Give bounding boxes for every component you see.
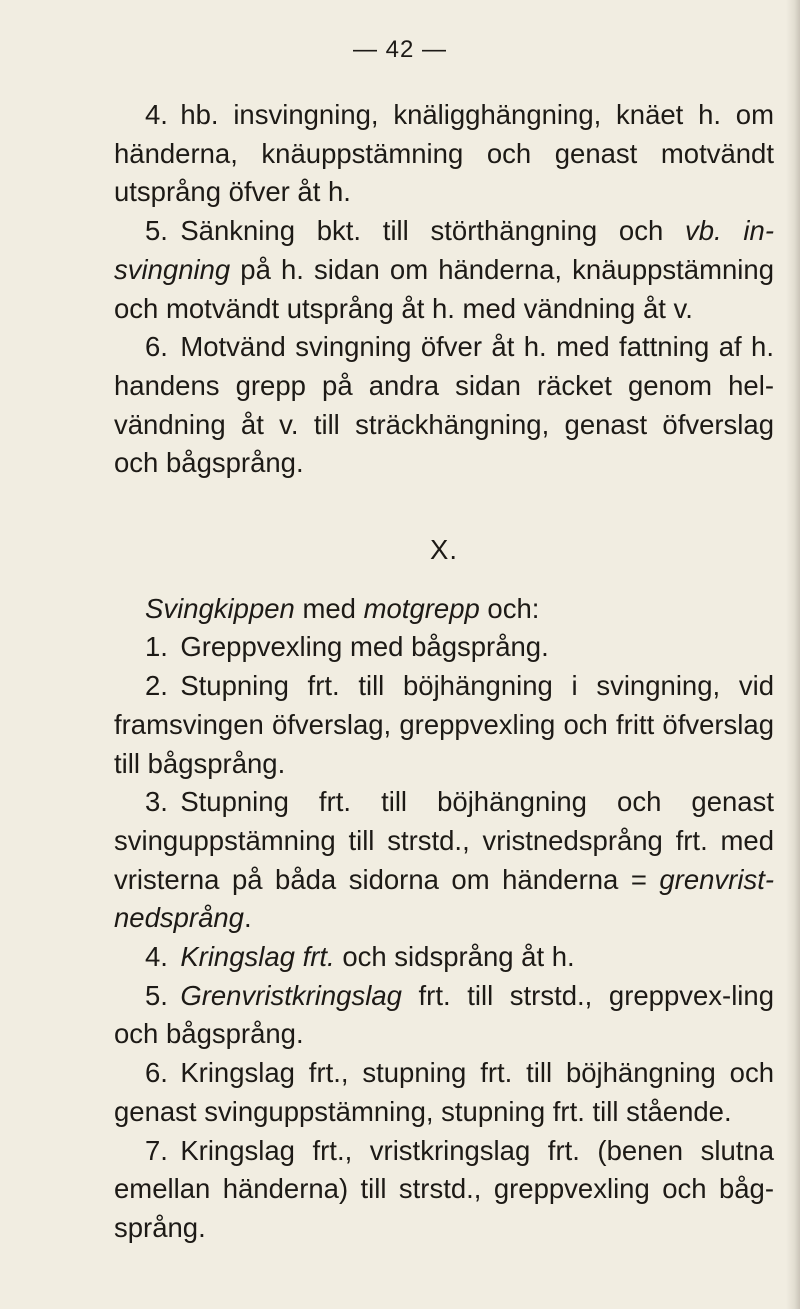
intro-text: och: <box>479 592 540 624</box>
item-number: 5. <box>145 215 168 247</box>
page-edge-shadow <box>786 0 800 1309</box>
section-heading: X. <box>430 534 458 566</box>
item-number: 4. <box>145 99 168 130</box>
item-number: 6. <box>145 331 168 363</box>
intro-emphasis: motgrepp <box>363 592 480 624</box>
item-number: 1. <box>145 631 168 663</box>
item-emphasis: grenvrist-nedsprång <box>114 863 774 934</box>
item-text: Sänkning bkt. till störthängning och <box>180 215 685 247</box>
item-emphasis: vb. in-svingning <box>114 215 774 285</box>
item-number: 7. <box>145 1134 168 1166</box>
item-text: frt. till strstd., greppvex-ling och bågsprång. <box>114 979 774 1050</box>
item-emphasis: Grenvristkringslag <box>180 979 402 1011</box>
section-item-1 <box>114 628 774 667</box>
item-number: 4. <box>145 941 168 973</box>
section-item-3 <box>114 783 774 938</box>
section-item-2 <box>114 667 774 783</box>
item-number: 5. <box>145 979 168 1011</box>
section-item-5 <box>114 977 774 1054</box>
item-text: Stupning frt. till böjhängning och genast svinguppstämning till strstd., vristnedsprång frt. med vristerna på båda sidorna om händerna = <box>114 786 774 895</box>
item-text: Kringslag frt., vristkringslag frt. (benen slutna emellan händerna) till strstd., greppvexling och båg-språng. <box>114 1134 774 1243</box>
item-text: och sidsprång åt h. <box>334 941 575 973</box>
paragraph-item-5 <box>114 212 774 328</box>
section-item-6 <box>114 1054 774 1131</box>
item-number: 3. <box>145 786 168 818</box>
item-number: 6. <box>145 1057 168 1089</box>
page-number: — 42 — <box>352 36 448 63</box>
item-text: Greppvexling med bågsprång. <box>180 631 549 663</box>
section-item-7 <box>114 1132 774 1248</box>
item-text: Kringslag frt., stupning frt. till böjhängning och genast svinguppstämning, stupning frt. till stående. <box>114 1057 774 1127</box>
item-text: på h. sidan om händerna, knäuppstämning och motvändt utsprång åt h. med vändning åt v. <box>114 253 774 324</box>
item-emphasis: Kringslag frt. <box>180 941 335 973</box>
item-text: Motvänd svingning öfver åt h. med fattning af h. handens grepp på andra sidan räcket genom hel-vändning åt v. till sträckhängning, genast öfverslag och bågsprång. <box>114 331 774 479</box>
item-text: Stupning frt. till böjhängning i svingning, vid framsvingen öfverslag, greppvexling och fritt öfverslag till bågsprång. <box>114 670 774 779</box>
section-item-4 <box>114 938 774 977</box>
intro-text: med <box>294 592 364 624</box>
paragraph-item-4 <box>114 96 774 212</box>
item-text: hb. insvingning, knäligghängning, knäet h. om händerna, knäuppstämning och genast motvändt utsprång öfver åt h. <box>114 99 774 208</box>
item-number: 2. <box>145 670 168 702</box>
section-intro <box>114 590 774 629</box>
body-text <box>114 96 774 1248</box>
paragraph-item-6 <box>114 328 774 483</box>
item-text: . <box>243 902 252 934</box>
intro-emphasis: Svingkippen <box>145 592 295 624</box>
